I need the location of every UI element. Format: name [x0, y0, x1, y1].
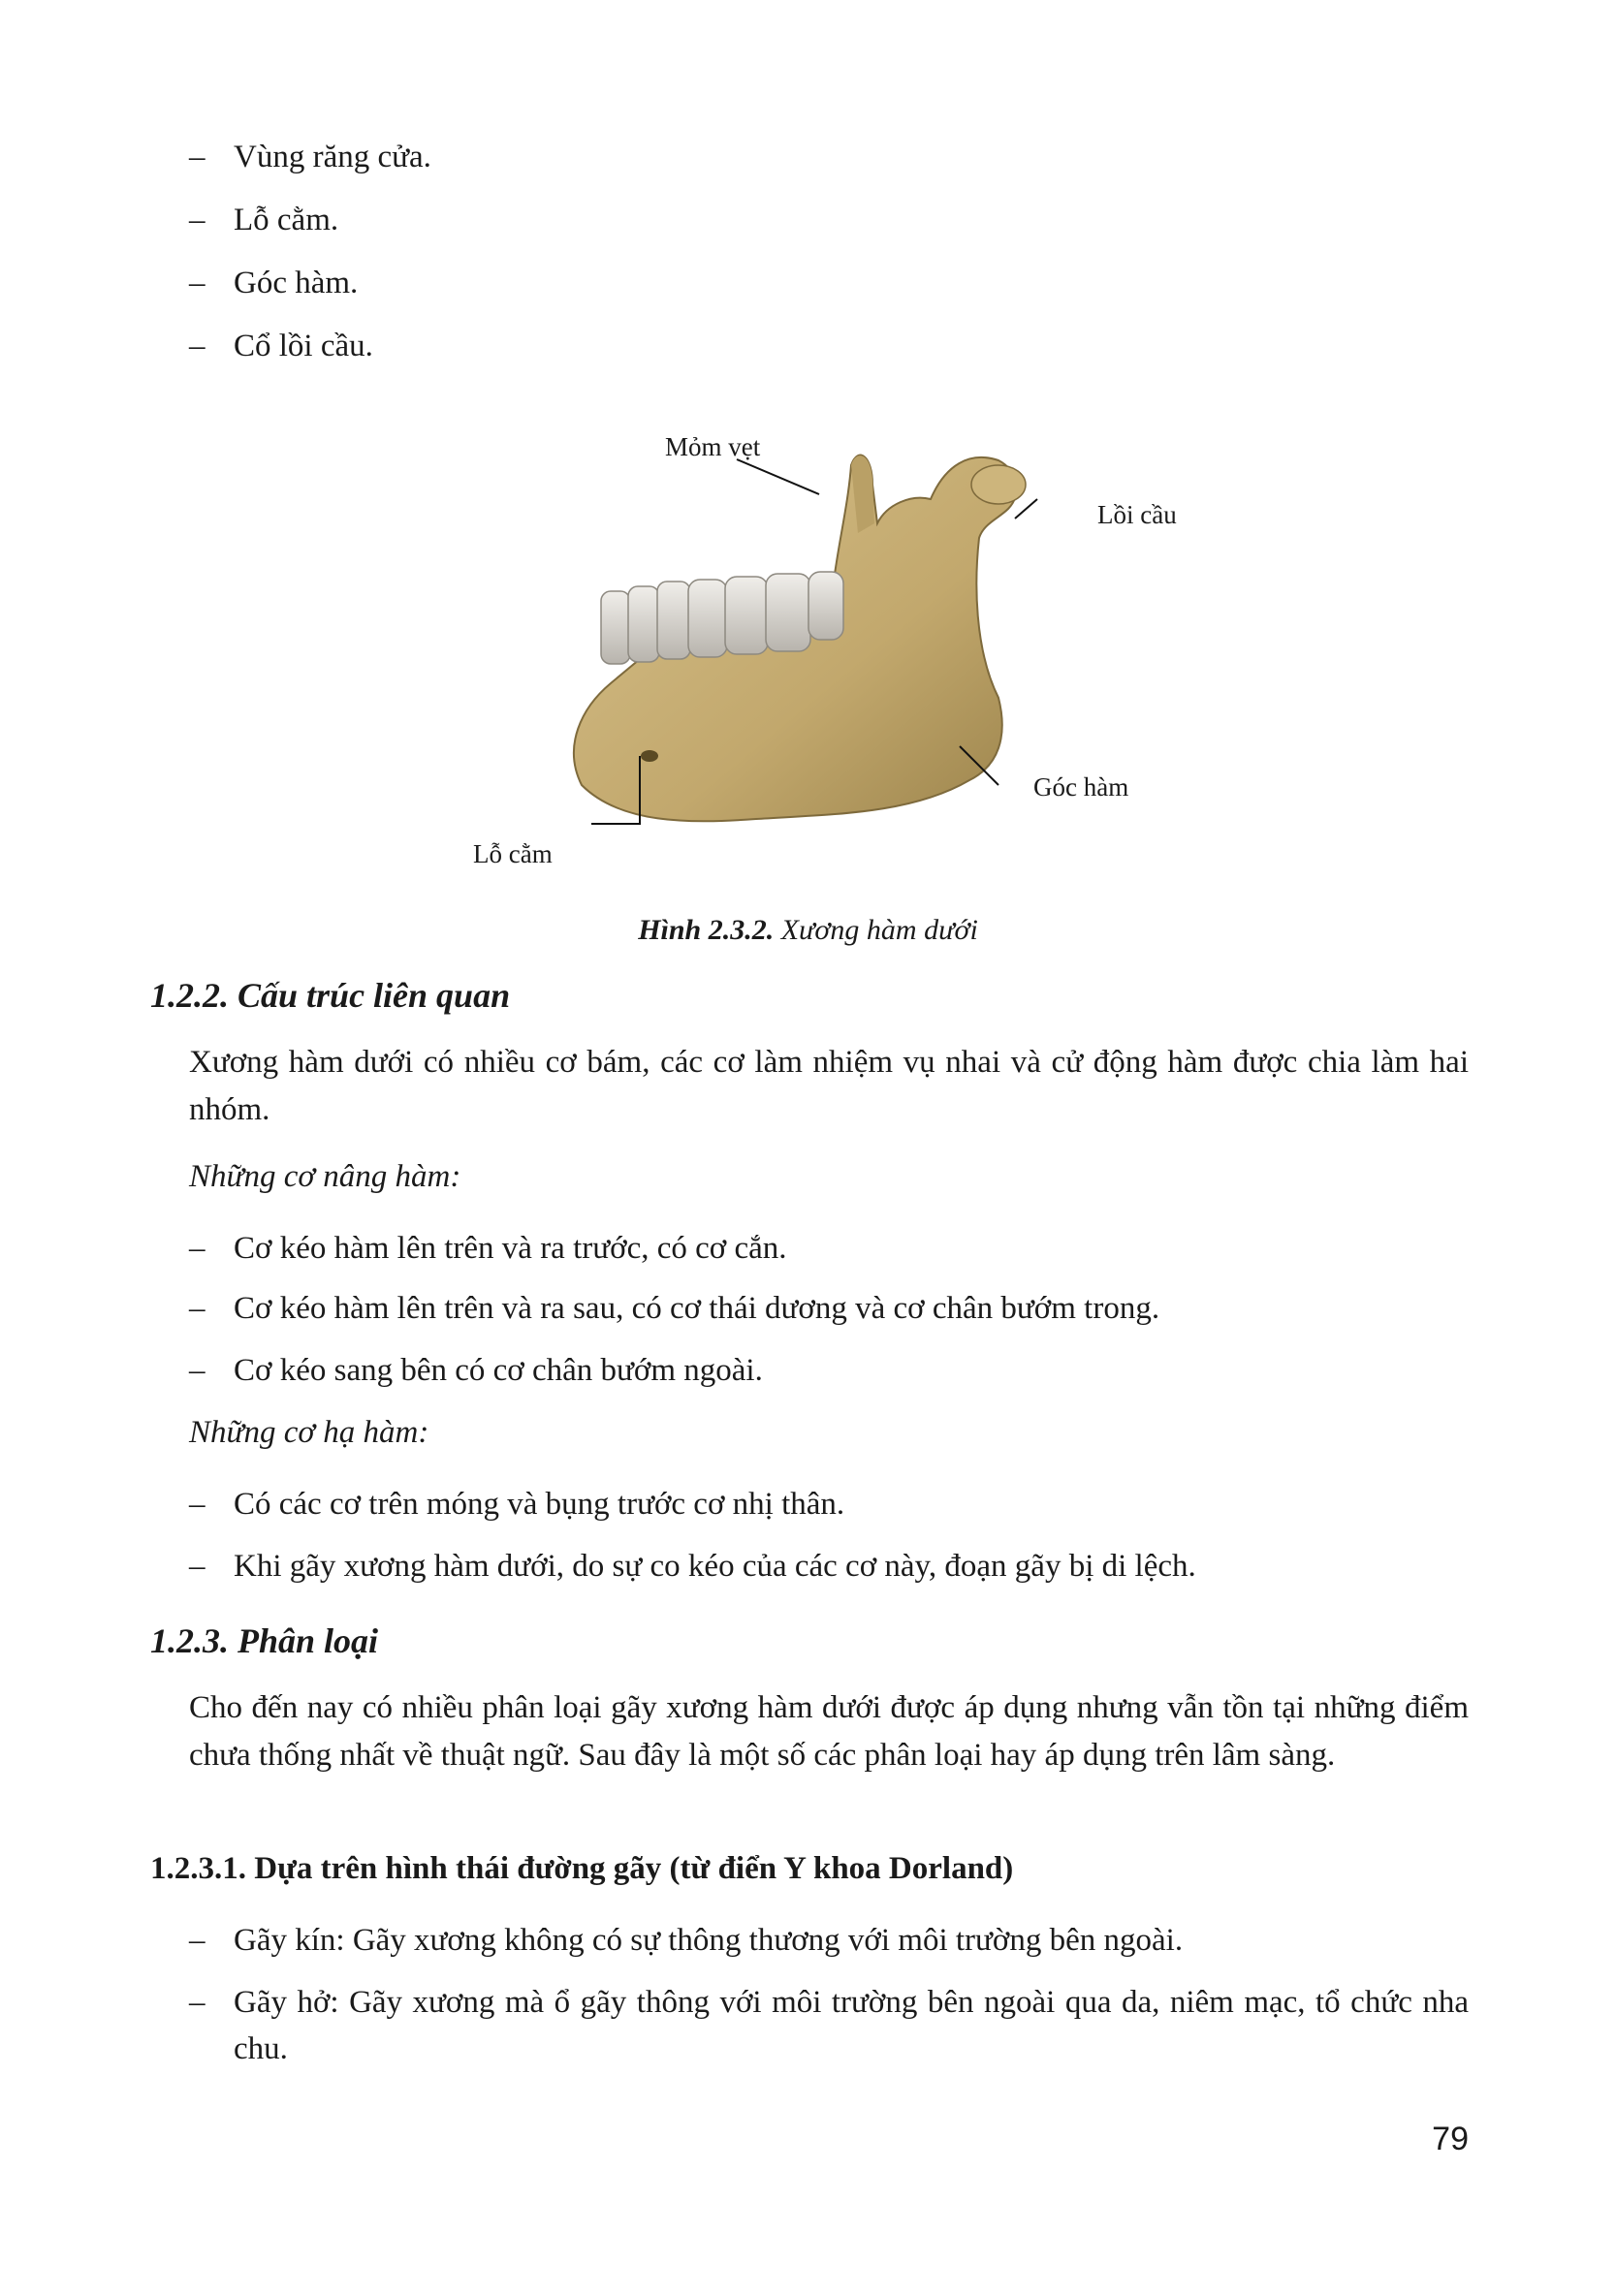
- bullet-dash: –: [189, 203, 206, 237]
- leader-mom-vet: [737, 459, 819, 494]
- list-item-text: Có các cơ trên móng và bụng trước cơ nhị thân.: [234, 1487, 845, 1522]
- subtitle-elevators: Những cơ nâng hàm:: [189, 1159, 461, 1194]
- bullet-dash: –: [189, 329, 206, 363]
- list-item: [189, 134, 431, 180]
- list-item-text: Lỗ cằm.: [234, 203, 339, 237]
- list-item: [189, 1225, 787, 1272]
- list-item-text: Khi gãy xương hàm dưới, do sự co kéo của các cơ này, đoạn gãy bị di lệch.: [234, 1549, 1196, 1584]
- list-item: [189, 1917, 1183, 1964]
- bullet-dash: –: [189, 266, 206, 300]
- bullet-dash: –: [189, 1353, 206, 1388]
- caption-text: Xương hàm dưới: [780, 914, 978, 946]
- bullet-dash: –: [189, 1231, 206, 1266]
- list-item: [189, 323, 373, 369]
- list-item: [189, 260, 358, 306]
- list-item: [189, 1481, 844, 1527]
- list-item-text: Cơ kéo sang bên có cơ chân bướm ngoài.: [234, 1353, 763, 1388]
- subtitle-depressors: Những cơ hạ hàm:: [189, 1415, 429, 1450]
- list-item: [189, 197, 338, 243]
- list-item: [189, 1347, 763, 1394]
- page-number: 79: [1432, 2121, 1469, 2157]
- paragraph-intro-123: Cho đến nay có nhiều phân loại gãy xương hàm dưới được áp dụng nhưng vẫn tồn tại những điểm chưa thống nhất về thuật ngữ. Sau đây là một số các phân loại hay áp dụng trên lâm sàng.: [189, 1690, 1469, 1773]
- list-item-text: Góc hàm.: [234, 266, 359, 300]
- figure-caption: [0, 914, 1616, 947]
- mental-foramen: [641, 750, 658, 762]
- section-heading-123: 1.2.3. Phân loại: [150, 1621, 379, 1660]
- bullet-dash: –: [189, 140, 206, 174]
- label-mom-vet: Mỏm vẹt: [665, 432, 761, 461]
- label-goc-ham: Góc hàm: [1033, 772, 1129, 802]
- label-loi-cau: Lồi cầu: [1097, 500, 1177, 529]
- list-item-text: Gãy kín: Gãy xương không có sự thông thương với môi trường bên ngoài.: [234, 1923, 1184, 1958]
- condyle-shape: [971, 465, 1026, 504]
- bullet-dash: –: [189, 1487, 206, 1522]
- bullet-dash: –: [189, 1985, 206, 2020]
- mandible-illustration: [543, 426, 1047, 853]
- label-lo-cam: Lỗ cằm: [473, 839, 553, 868]
- list-item: [189, 1285, 1159, 1332]
- bullet-dash: –: [189, 1923, 206, 1958]
- list-item-text: Cơ kéo hàm lên trên và ra sau, có cơ thái dương và cơ chân bướm trong.: [234, 1291, 1160, 1326]
- list-item-text: Vùng răng cửa.: [234, 140, 431, 174]
- list-item-text: Cổ lồi cầu.: [234, 329, 373, 363]
- list-item-text: Cơ kéo hàm lên trên và ra trước, có cơ cắn.: [234, 1231, 787, 1266]
- list-item-text: Gãy hở: Gãy xương mà ổ gãy thông với môi trường bên ngoài qua da, niêm mạc, tổ chức nha chu.: [234, 1985, 1469, 2066]
- bullet-dash: –: [189, 1291, 206, 1326]
- sub-heading-1231: 1.2.3.1. Dựa trên hình thái đường gãy (từ điển Y khoa Dorland): [150, 1851, 1014, 1886]
- bullet-dash: –: [189, 1549, 206, 1584]
- list-item: [189, 1979, 1469, 2072]
- leader-loi-cau: [1015, 499, 1037, 519]
- section-heading-122: 1.2.2. Cấu trúc liên quan: [150, 976, 511, 1015]
- list-item: [189, 1543, 1196, 1589]
- paragraph-intro-122: Xương hàm dưới có nhiều cơ bám, các cơ làm nhiệm vụ nhai và cử động hàm được chia làm hai nhóm.: [189, 1045, 1469, 1127]
- caption-number: Hình 2.3.2.: [638, 914, 775, 946]
